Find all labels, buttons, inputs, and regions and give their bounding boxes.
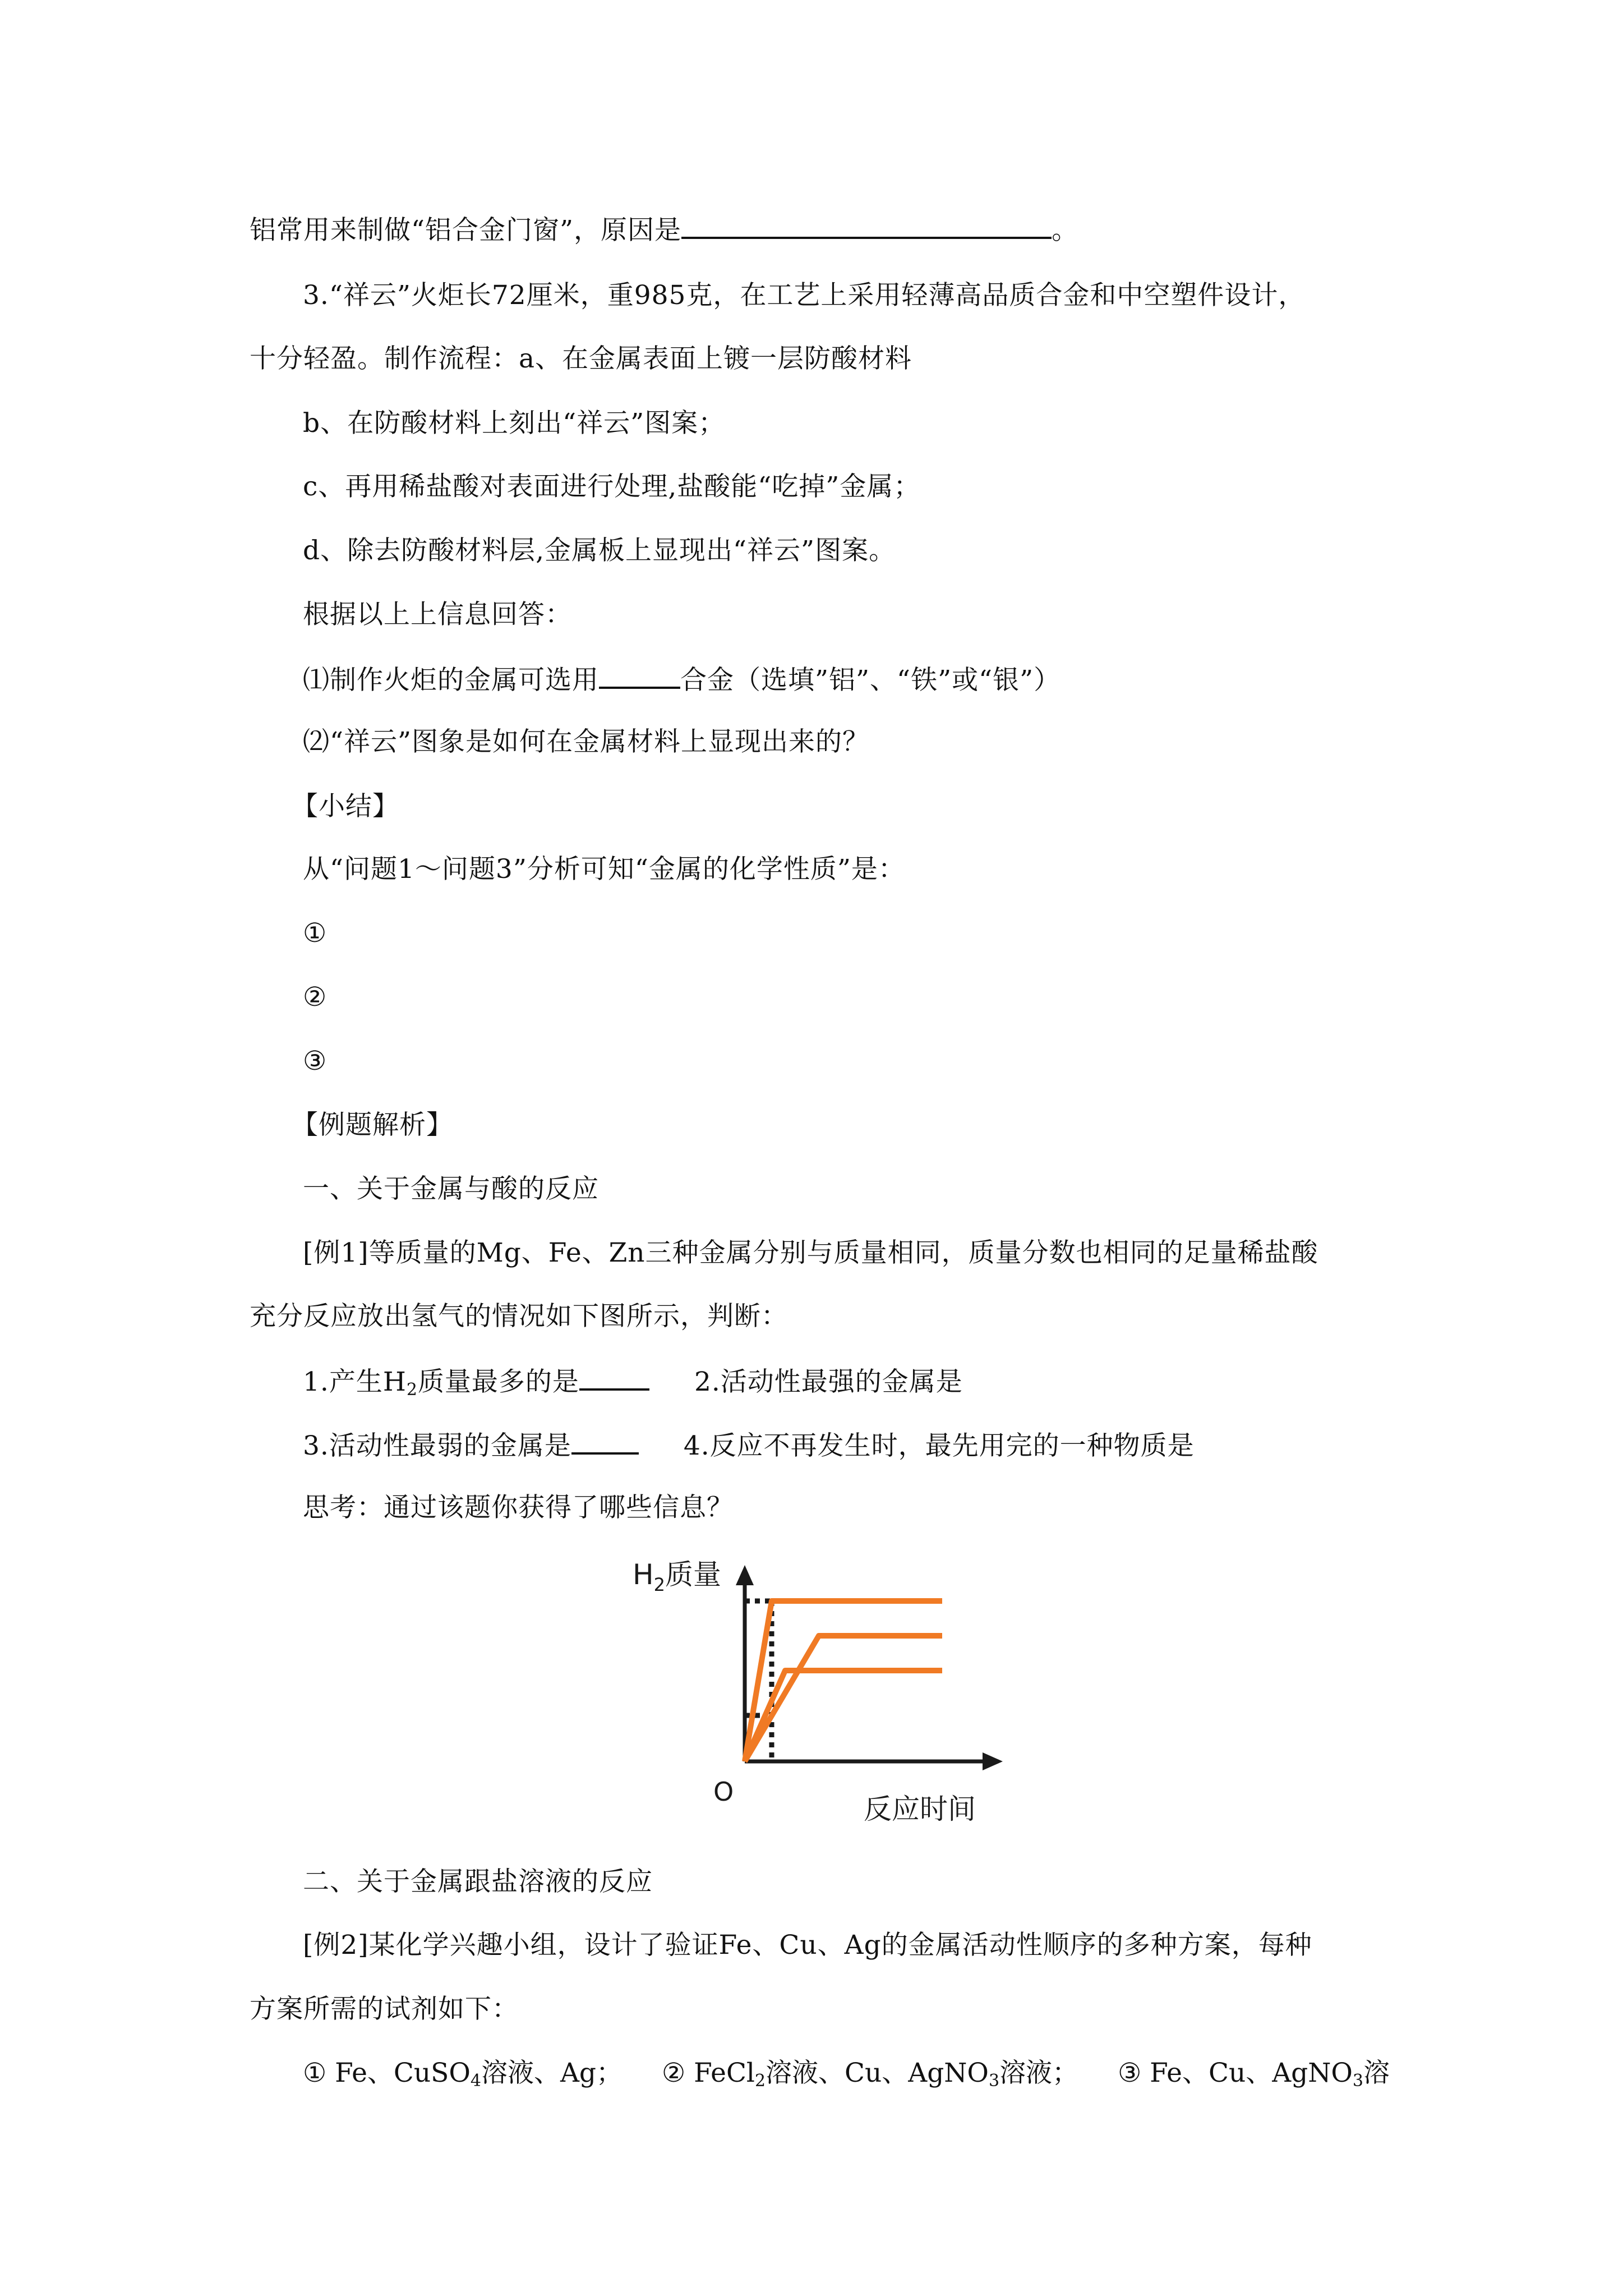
answer-blank[interactable] (579, 1364, 649, 1391)
text-line-7: 根据以上上信息回答： (303, 599, 572, 630)
text: 溶液、Ag； (481, 2058, 623, 2088)
figure-origin-label: O (713, 1777, 734, 1807)
text-line-17: [例1]等质量的Mg、Fe、Zn三种金属分别与质量相同，质量分数也相同的足量稀盐酸 (303, 1237, 1318, 1268)
text-line-19 (303, 1364, 963, 1407)
text: ⑴制作火炬的金属可选用 (303, 665, 599, 696)
text-line-6: d、除去防酸材料层,金属板上显现出“祥云”图案。 (303, 535, 896, 566)
subscript: 3 (1352, 2071, 1364, 2091)
subscript: 3 (988, 2071, 1000, 2091)
text: 溶 (1363, 2058, 1390, 2088)
section-heading-summary: 【小结】 (292, 791, 399, 822)
text-line-11: 从“问题1～问题3”分析可知“金属的化学性质”是： (303, 854, 905, 885)
reaction-figure (617, 1537, 1009, 1829)
text: 溶液、Cu、AgNO (766, 2058, 989, 2088)
list-marker-3: ③ (303, 1046, 328, 1076)
subscript: 4 (470, 2071, 481, 2091)
list-marker-1: ① (303, 918, 328, 949)
text-line-2: 3.“祥云”火炬长72厘米，重985克，在工艺上采用轻薄高品质合金和中空塑件设计， (303, 280, 1306, 311)
text: 溶液； (999, 2058, 1079, 2088)
curve-top (745, 1601, 942, 1761)
text: ② FeCl (662, 2058, 755, 2088)
subscript: 2 (754, 2071, 766, 2091)
section-heading-examples: 【例题解析】 (292, 1110, 453, 1140)
x-axis-arrow (983, 1752, 1003, 1770)
text: 3.活动性最弱的金属是 (303, 1430, 571, 1461)
text: 质量最多的是 (417, 1366, 579, 1397)
text: 1.产生H (303, 1366, 407, 1397)
text-line-18: 充分反应放出氢气的情况如下图所示，判断： (250, 1301, 788, 1332)
answer-blank[interactable] (599, 662, 680, 689)
answer-blank[interactable] (571, 1428, 639, 1455)
text-line-21: 思考：通过该题你获得了哪些信息？ (303, 1492, 734, 1523)
text-line-23: [例2]某化学兴趣小组，设计了验证Fe、Cu、Ag的金属活动性顺序的多种方案，每种 (303, 1930, 1312, 1961)
text: ① Fe、CuSO (303, 2058, 471, 2088)
text-line-20 (303, 1428, 1195, 1463)
figure-ylabel: $H_2$质量 (633, 1558, 721, 1595)
answer-blank[interactable] (681, 212, 1052, 239)
list-marker-2: ② (303, 982, 328, 1013)
text: 合金（选填”铝”、“铁”或“银”） (680, 665, 1061, 696)
text-line-4: b、在防酸材料上刻出“祥云”图案； (303, 408, 726, 439)
text-line-5: c、再用稀盐酸对表面进行处理,盐酸能“吃掉”金属； (303, 471, 921, 502)
text: 。 (1052, 215, 1079, 246)
text: 铝常用来制做“铝合金门窗”，原因是 (250, 215, 682, 246)
text-line-9: ⑵“祥云”图象是如何在金属材料上显现出来的？ (303, 726, 870, 757)
text-line-1 (250, 212, 1078, 247)
text-line-3: 十分轻盈。制作流程：a、在金属表面上镀一层防酸材料 (250, 343, 912, 374)
subsection-heading-1: 一、关于金属与酸的反应 (303, 1174, 599, 1204)
subscript: 2 (406, 1380, 418, 1400)
text: 4.反应不再发生时，最先用完的一种物质是 (683, 1430, 1195, 1461)
text-line-25 (303, 2056, 1390, 2098)
text: 2.活动性最强的金属是 (694, 1366, 963, 1397)
figure-xlabel: 反应时间 (864, 1793, 976, 1825)
text-line-24: 方案所需的试剂如下： (250, 1994, 519, 2024)
text-line-8 (303, 662, 1061, 697)
subsection-heading-2: 二、关于金属跟盐溶液的反应 (303, 1866, 653, 1897)
text: ③ Fe、Cu、AgNO (1118, 2058, 1353, 2088)
y-axis-arrow (736, 1565, 754, 1585)
